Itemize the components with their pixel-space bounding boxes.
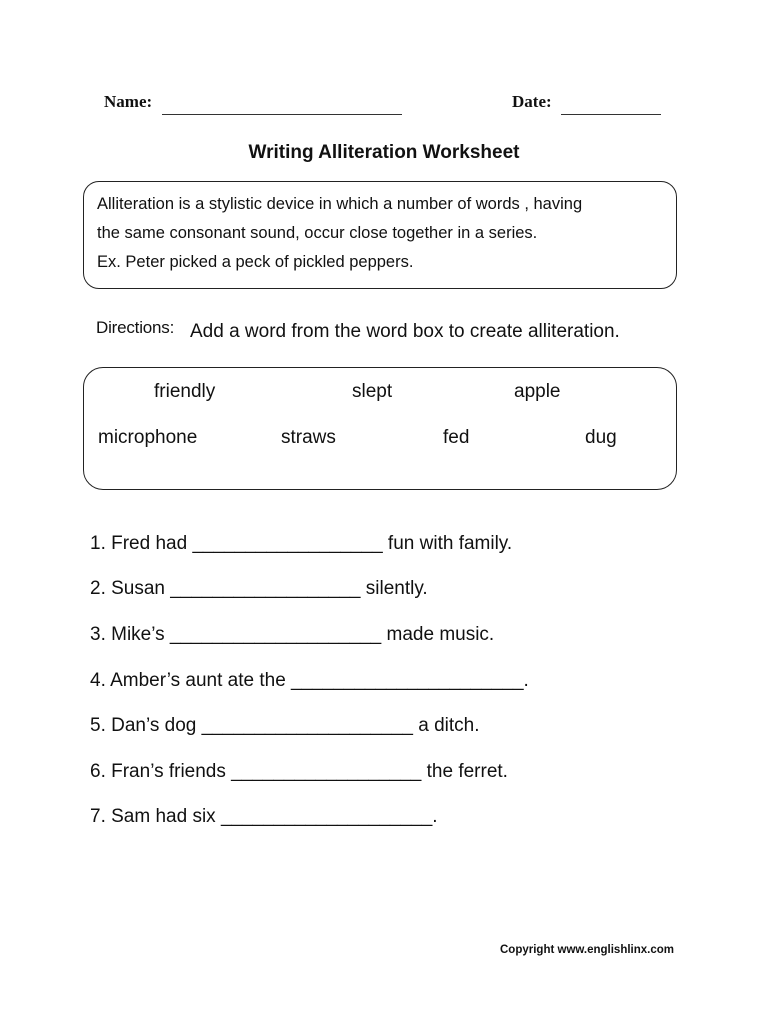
word-friendly: friendly (154, 381, 216, 402)
word-fed: fed (443, 427, 470, 448)
example-line: Ex. Peter picked a peck of pickled peppers. (97, 253, 414, 271)
sentence-4: 4. Amber’s aunt ate the ______________________. (90, 670, 529, 691)
name-line[interactable] (162, 114, 402, 115)
word-apple: apple (514, 381, 561, 402)
sentence-5: 5. Dan’s dog ____________________ a ditch. (90, 715, 480, 736)
directions-label: Directions: (96, 318, 175, 337)
sentence-3: 3. Mike’s ____________________ made music. (90, 624, 495, 645)
word-microphone: microphone (98, 427, 198, 448)
sentence-6: 6. Fran’s friends __________________ the ferret. (90, 761, 508, 782)
sentence-7: 7. Sam had six ____________________. (90, 806, 438, 827)
definition-line-1: Alliteration is a stylistic device in which a number of words , having (97, 195, 583, 213)
word-dug: dug (585, 427, 617, 448)
sentence-1: 1. Fred had __________________ fun with family. (90, 533, 513, 554)
worksheet-title: Writing Alliteration Worksheet (248, 142, 520, 163)
sentence-2: 2. Susan __________________ silently. (90, 578, 428, 599)
copyright-notice: Copyright www.englishlinx.com (500, 944, 675, 956)
directions-text: Add a word from the word box to create alliteration. (190, 321, 620, 342)
name-label: Name: (104, 92, 153, 111)
date-line[interactable] (561, 114, 661, 115)
date-label: Date: (512, 92, 552, 111)
definition-line-2: the same consonant sound, occur close together in a series. (97, 224, 538, 242)
word-straws: straws (281, 427, 336, 448)
word-slept: slept (352, 381, 393, 402)
